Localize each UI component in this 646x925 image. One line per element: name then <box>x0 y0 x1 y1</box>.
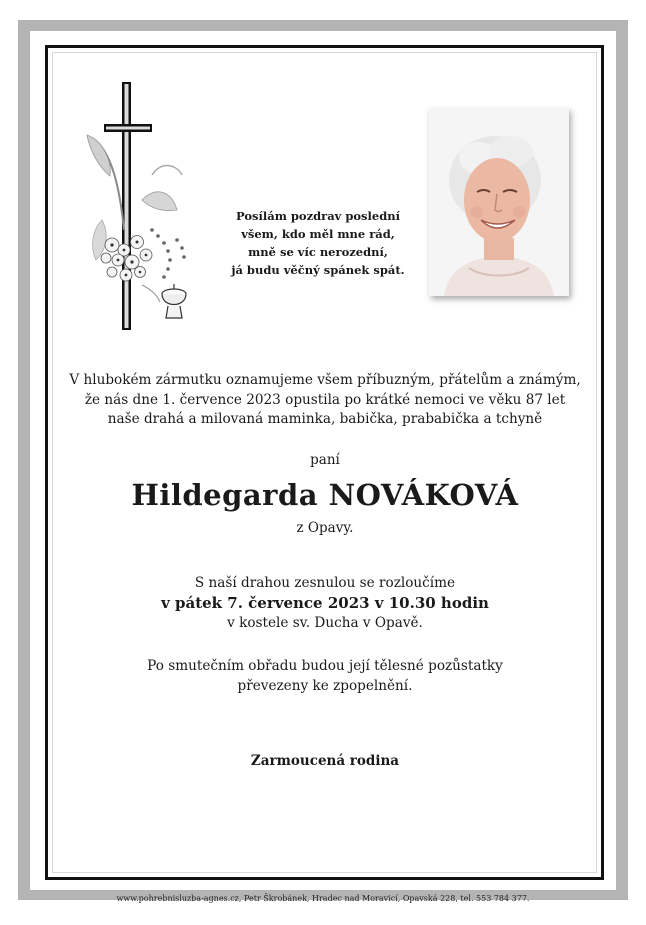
poem-line: Posílám pozdrav poslední <box>236 209 400 223</box>
poem-line: všem, kdo měl mne rád, <box>241 227 395 241</box>
rosary-beads <box>150 228 186 279</box>
announcement-intro <box>60 371 590 430</box>
intro-line: že nás dne 1. července 2023 opustila po krátké nemoci ve věku 87 let <box>84 391 566 408</box>
portrait-photo <box>429 108 569 296</box>
intro-line: V hlubokém zármutku oznamujeme všem příbuzným, přátelům a známým, <box>69 372 581 388</box>
calla-lily-leaf <box>87 135 110 176</box>
honorific: paní <box>310 452 340 468</box>
funeral-service-footer: www.pohrebnisluzba-agnes.cz, Petr Škrobánek, Hradec nad Moravicí, Opavská 228, tel. 553 784 377. <box>116 894 530 903</box>
intro-line: naše drahá a milovaná maminka, babička, prababička a tchyně <box>107 411 543 427</box>
after-line: převezeny ke zpopelnění. <box>237 678 413 694</box>
deceased-name: Hildegarda NOVÁKOVÁ <box>131 478 519 512</box>
ceremony-datetime: v pátek 7. července 2023 v 10.30 hodin <box>161 594 489 612</box>
deceased-origin: z Opavy. <box>296 520 354 536</box>
signature: Zarmoucená rodina <box>250 753 400 769</box>
poem-line: já budu věčný spánek spát. <box>231 263 405 277</box>
ceremony-place: v kostele sv. Ducha v Opavě. <box>227 615 423 631</box>
ceremony-intro: S naší drahou zesnulou se rozloučíme <box>194 575 456 591</box>
after-ceremony-note <box>60 656 590 696</box>
after-line: Po smutečním obřadu budou její tělesné pozůstatky <box>147 658 503 674</box>
poem-line: mně se víc nerozední, <box>248 245 388 259</box>
ceremony-details <box>60 573 590 633</box>
memorial-poem <box>218 207 418 279</box>
cross-with-flowers-illustration <box>82 80 202 332</box>
oil-lamp <box>162 284 186 318</box>
